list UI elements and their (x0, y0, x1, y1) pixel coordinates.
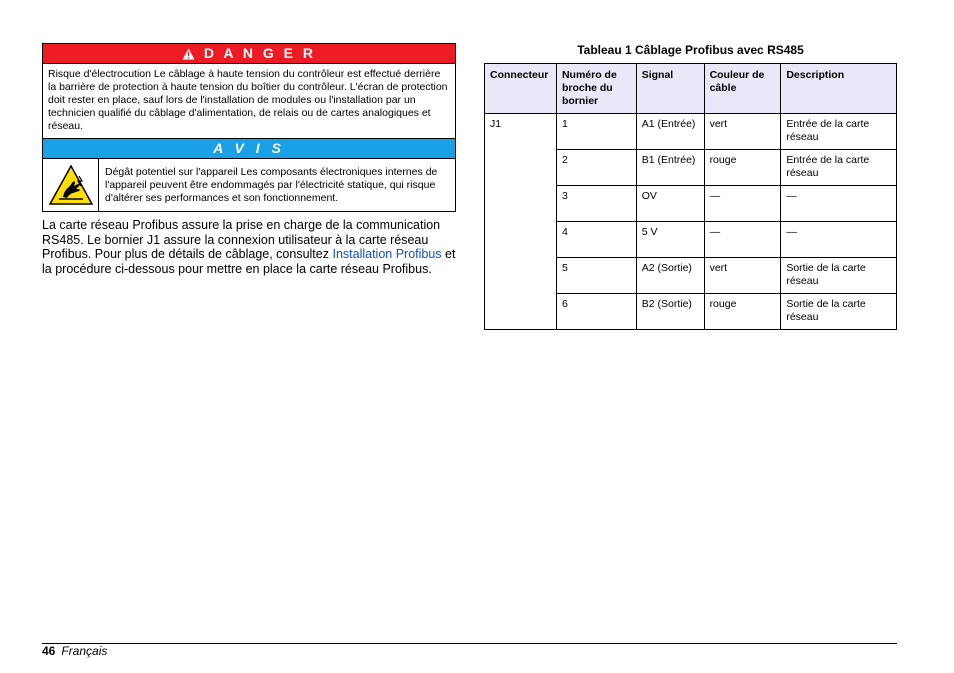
description-cell: Sortie de la carte réseau (781, 258, 897, 294)
wiring-table (484, 63, 897, 330)
table-caption: Tableau 1 Câblage Profibus avec RS485 (577, 43, 804, 57)
signal-cell: B2 (Sortie) (636, 294, 704, 330)
pin-cell: 1 (556, 114, 636, 150)
right-column (484, 43, 897, 330)
pin-cell: 3 (556, 186, 636, 222)
paragraph-text-after: et la procédure ci-dessous pour mettre en place la carte réseau Profibus. (42, 247, 456, 276)
description-cell: Sortie de la carte réseau (781, 294, 897, 330)
connector-cell: J1 (485, 114, 557, 330)
danger-title: D A N G E R (203, 45, 316, 61)
color-cell: rouge (704, 294, 781, 330)
footer-divider (42, 643, 897, 644)
header-description: Description (781, 64, 897, 114)
color-cell: — (704, 222, 781, 258)
intro-paragraph (42, 218, 456, 276)
table-header-row (485, 64, 897, 114)
pin-cell: 6 (556, 294, 636, 330)
color-cell: rouge (704, 150, 781, 186)
warning-triangle-icon (182, 48, 195, 60)
header-numero-broche: Numéro de broche du bornier (556, 64, 636, 114)
danger-header (43, 44, 455, 64)
description-cell: Entrée de la carte réseau (781, 150, 897, 186)
signal-cell: A2 (Sortie) (636, 258, 704, 294)
signal-cell: B1 (Entrée) (636, 150, 704, 186)
signal-cell: OV (636, 186, 704, 222)
avis-icon-cell (43, 159, 99, 211)
paragraph-text-before: La carte réseau Profibus assure la prise en charge de la communication RS485. Le bornier J1 assure la connexion utilisateur à la carte réseau Profibus. Pour plus de détails de câblage, consultez (42, 218, 441, 261)
header-signal: Signal (636, 64, 704, 114)
signal-cell: 5 V (636, 222, 704, 258)
avis-text: Dégât potentiel sur l'appareil Les composants électroniques internes de l'appareil peuvent être endommagés par l'électricité statique, qui risque d'altérer ses performances et son fonctionnement. (105, 166, 438, 204)
color-cell: — (704, 186, 781, 222)
avis-header: A V I S (43, 139, 455, 159)
pin-cell: 2 (556, 150, 636, 186)
danger-text: Risque d'électrocution Le câblage à haute tension du contrôleur est effectué derrière la barrière de protection à haute tension du boîtier du contrôleur. L'écran de protection doit rester en place, sauf lors de l'installation de modules ou l'installation par un technicien qualifié du câblage d'alimentation, de relais ou de cartes analogiques et réseau. (48, 68, 448, 132)
table-row (485, 114, 897, 150)
header-couleur: Couleur de câble (704, 64, 781, 114)
danger-box (42, 43, 456, 139)
esd-warning-icon (49, 165, 93, 205)
description-cell: — (781, 222, 897, 258)
color-cell: vert (704, 258, 781, 294)
avis-row (43, 159, 455, 211)
description-cell: — (781, 186, 897, 222)
pin-cell: 5 (556, 258, 636, 294)
page-footer (42, 644, 107, 658)
installation-profibus-link[interactable]: Installation Profibus (332, 247, 442, 261)
footer-language: Français (61, 644, 108, 658)
avis-box (42, 138, 456, 212)
left-column (42, 43, 456, 276)
page-number: 46 (42, 644, 56, 658)
description-cell: Entrée de la carte réseau (781, 114, 897, 150)
pin-cell: 4 (556, 222, 636, 258)
signal-cell: A1 (Entrée) (636, 114, 704, 150)
color-cell: vert (704, 114, 781, 150)
header-connecteur: Connecteur (485, 64, 557, 114)
